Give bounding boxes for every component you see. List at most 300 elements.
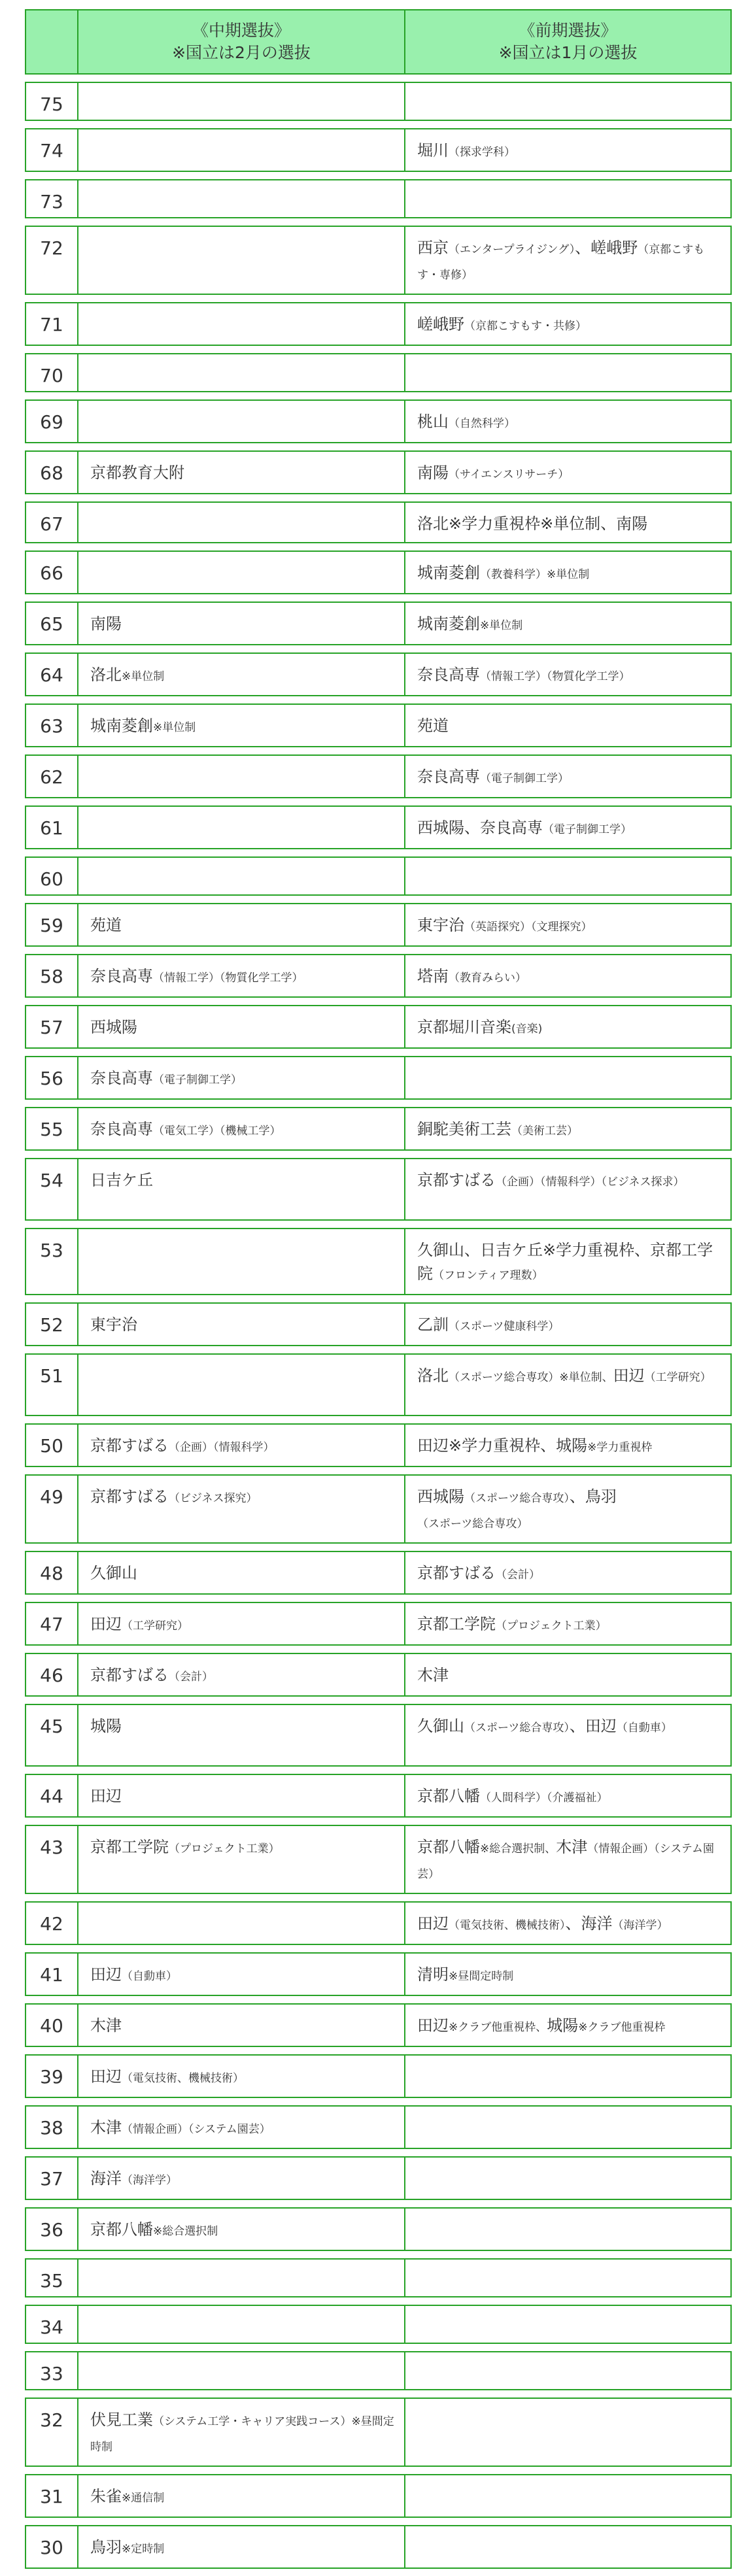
mid-selection-cell [78, 2474, 405, 2518]
table-row [25, 1474, 732, 1544]
deviation-value: 75 [25, 82, 78, 121]
cell-text-part: ※定時制 [122, 2543, 165, 2556]
cell-text-part: 久御山、日吉ケ丘 [417, 1241, 543, 1259]
cell-text-part: 京都すばる [90, 1666, 169, 1684]
mid-selection-cell [78, 2156, 405, 2200]
table-row [25, 1056, 732, 1100]
deviation-value: 48 [25, 1551, 78, 1595]
cell-text-part: ※学力重視枠 [543, 1241, 635, 1259]
deviation-value: 33 [25, 2351, 78, 2390]
cell-text-part: 木津 [556, 1838, 588, 1856]
cell-text-part: 乙訓 [417, 1315, 449, 1334]
cell-text-part: （美術工芸） [511, 1125, 578, 1138]
early-selection-cell [405, 2525, 732, 2569]
early-selection-cell [405, 1302, 732, 1346]
deviation-value: 58 [25, 954, 78, 998]
cell-text-part: 城陽 [90, 1717, 122, 1735]
deviation-value: 66 [25, 551, 78, 594]
table-row [25, 1704, 732, 1767]
deviation-value: 64 [25, 652, 78, 696]
cell-text-part: 京都工学院 [417, 1615, 496, 1633]
table-row [25, 2305, 732, 2344]
cell-text-part: （海洋学） [612, 1919, 668, 1932]
mid-selection-cell [78, 1704, 405, 1767]
cell-text-part: 、田辺 [569, 1717, 617, 1735]
table-row [25, 703, 732, 747]
cell-text-part: ※単位制 [122, 670, 165, 683]
mid-selection-cell [78, 501, 405, 543]
deviation-value: 70 [25, 353, 78, 392]
mid-selection-cell [78, 2258, 405, 2297]
cell-text-part: 鳥羽 [90, 2538, 122, 2556]
mid-selection-cell [78, 302, 405, 346]
cell-text-part: 田辺 [417, 1436, 449, 1455]
cell-text-part: 京都すばる [90, 1487, 169, 1506]
cell-text-part: 京都堀川音楽 [417, 1018, 511, 1036]
cell-text-part: 奈良高専 [417, 666, 480, 684]
cell-text-part: （スポーツ総合専攻）※単位制、 [449, 1371, 613, 1384]
early-selection-cell [405, 302, 732, 346]
table-row [25, 652, 732, 696]
table-row [25, 2258, 732, 2297]
cell-text-part: 京都すばる [90, 1436, 169, 1455]
cell-text-part: ※単位制 [480, 619, 523, 632]
deviation-value: 40 [25, 2003, 78, 2047]
deviation-value: 73 [25, 179, 78, 218]
deviation-value: 53 [25, 1228, 78, 1295]
cell-text-part: 洛北 [417, 1366, 449, 1385]
cell-text-part: 京都八幡 [90, 2220, 153, 2239]
cell-text-part: （京都こすもす・共修） [464, 320, 587, 333]
cell-text-part: （スポーツ健康科学） [449, 1320, 560, 1333]
deviation-value: 49 [25, 1474, 78, 1544]
early-selection-cell [405, 1952, 732, 1996]
cell-text-part: 東宇治 [90, 1315, 137, 1334]
cell-text-part: 、南陽 [600, 515, 648, 533]
cell-text-part: 田辺 [90, 1965, 122, 1984]
cell-text-part: 南陽 [417, 464, 449, 482]
table-row [25, 754, 732, 798]
deviation-value: 37 [25, 2156, 78, 2200]
early-selection-cell [405, 2105, 732, 2149]
cell-text-part: 田辺 [90, 1787, 122, 1805]
early-selection-cell [405, 903, 732, 947]
header-mid-line1: 《中期選抜》 [192, 21, 290, 40]
deviation-value: 74 [25, 128, 78, 172]
cell-text-part: 清明 [417, 1965, 449, 1984]
early-selection-cell [405, 1474, 732, 1544]
early-selection-cell [405, 2398, 732, 2467]
cell-text-part: （企画）（情報科学）（ビジネス探求） [496, 1176, 685, 1189]
table-row [25, 2474, 732, 2518]
early-selection-cell [405, 1056, 732, 1100]
cell-text-part: 、城陽 [540, 1436, 588, 1455]
mid-selection-cell [78, 856, 405, 896]
cell-text-part: （会計） [496, 1568, 540, 1582]
cell-text-part: 京都すばる [417, 1564, 496, 1582]
cell-text-part: （スポーツ総合専攻） [464, 1721, 570, 1735]
cell-text-part: 堀川 [417, 141, 449, 160]
early-selection-cell [405, 1551, 732, 1595]
early-selection-cell [405, 805, 732, 849]
cell-text-part: （工学研究） [644, 1371, 711, 1384]
table-row [25, 501, 732, 543]
mid-selection-cell [78, 2305, 405, 2344]
cell-text-part: 東宇治 [417, 916, 464, 934]
early-selection-cell [405, 179, 732, 218]
deviation-value: 30 [25, 2525, 78, 2569]
mid-selection-cell [78, 1158, 405, 1221]
cell-text-part: 京都八幡 [417, 1838, 480, 1856]
header-corner [25, 9, 78, 75]
mid-selection-cell [78, 1423, 405, 1467]
mid-selection-cell [78, 1952, 405, 1996]
table-row [25, 302, 732, 346]
cell-text-part: 久御山 [90, 1564, 137, 1582]
cell-text-part: 田辺 [417, 1914, 449, 1933]
early-selection-cell [405, 954, 732, 998]
cell-text-part: 嵯峨野 [417, 315, 464, 333]
cell-text-part: （スポーツ総合専攻） [417, 1517, 528, 1531]
cell-text-part: （京都こすもす・専修） [417, 243, 705, 282]
early-selection-cell [405, 856, 732, 896]
cell-text-part: 奈良高専 [417, 768, 480, 786]
score-table [25, 2, 732, 2576]
cell-text-part: （電子制御工学） [480, 772, 569, 785]
early-selection-cell [405, 2474, 732, 2518]
cell-text-part: （自然科学） [449, 417, 515, 430]
deviation-value: 36 [25, 2207, 78, 2251]
cell-text-part: （英語探究）（文理探究） [464, 921, 592, 934]
mid-selection-cell [78, 1107, 405, 1151]
cell-text-part: （会計） [169, 1670, 213, 1684]
table-row [25, 2351, 732, 2390]
header-mid [78, 9, 405, 75]
cell-text-part: 朱雀 [90, 2487, 122, 2505]
early-selection-cell [405, 2207, 732, 2251]
early-selection-cell [405, 1774, 732, 1818]
cell-text-part: 城南菱創 [417, 615, 480, 633]
cell-text-part: 久御山 [417, 1717, 464, 1735]
header-early-line2: ※国立は1月の選抜 [498, 43, 638, 62]
cell-text-part: （教育みらい） [449, 972, 526, 985]
table-row [25, 1774, 732, 1818]
mid-selection-cell [78, 2003, 405, 2047]
cell-text-part: （情報企画）（システム園芸） [122, 2123, 271, 2136]
cell-text-part: ※学力重視枠※単位制 [449, 515, 601, 533]
table-row [25, 1952, 732, 1996]
cell-text-part: ※総合選択制 [153, 2225, 218, 2238]
deviation-value: 69 [25, 399, 78, 443]
cell-text-part: 城南菱創 [90, 717, 153, 735]
table-row [25, 2398, 732, 2467]
cell-text-part: （エンタープライジング） [449, 243, 575, 256]
cell-text-part: ※学力重視枠 [449, 1436, 541, 1455]
cell-text-part: 西城陽 [90, 1018, 137, 1036]
early-selection-cell [405, 1704, 732, 1767]
cell-text-part: ※総合選択制、 [480, 1842, 556, 1856]
cell-text-part: （情報工学）（物質化学工学） [153, 972, 303, 985]
cell-text-part: 洛北 [417, 515, 449, 533]
table-row [25, 602, 732, 645]
cell-text-part: 木津 [90, 2118, 122, 2137]
early-selection-cell [405, 226, 732, 295]
early-selection-cell [405, 1653, 732, 1697]
deviation-value: 44 [25, 1774, 78, 1818]
cell-text-part: 京都工学院 [90, 1838, 169, 1856]
deviation-value: 42 [25, 1901, 78, 1945]
table-row [25, 2525, 732, 2569]
header-early [405, 9, 732, 75]
deviation-value: 62 [25, 754, 78, 798]
cell-text-part: 洛北 [90, 666, 122, 684]
cell-text-part: 桃山 [417, 413, 449, 431]
cell-text-part: ※通信制 [122, 2492, 165, 2505]
early-selection-cell [405, 551, 732, 594]
cell-text-part: 木津 [90, 2016, 122, 2035]
early-selection-cell [405, 703, 732, 747]
header-early-line1: 《前期選抜》 [519, 21, 617, 40]
table-row [25, 805, 732, 849]
cell-text-part: 京都教育大附 [90, 464, 184, 482]
cell-text-part: (音楽) [511, 1023, 543, 1036]
mid-selection-cell [78, 703, 405, 747]
deviation-value: 35 [25, 2258, 78, 2297]
cell-text-part: 、海洋 [565, 1914, 613, 1933]
deviation-value: 55 [25, 1107, 78, 1151]
table-row [25, 1423, 732, 1467]
table-row [25, 2054, 732, 2098]
early-selection-cell [405, 652, 732, 696]
table-row [25, 2156, 732, 2200]
deviation-value: 51 [25, 1353, 78, 1416]
mid-selection-cell [78, 1602, 405, 1646]
table-row [25, 856, 732, 896]
mid-selection-cell [78, 954, 405, 998]
cell-text-part: （プロジェクト工業） [169, 1842, 280, 1856]
cell-text-part: （自動車） [122, 1970, 177, 1983]
mid-selection-cell [78, 754, 405, 798]
early-selection-cell [405, 754, 732, 798]
mid-selection-cell [78, 1825, 405, 1894]
deviation-value: 71 [25, 302, 78, 346]
early-selection-cell [405, 2003, 732, 2047]
early-selection-cell [405, 1107, 732, 1151]
table-row [25, 551, 732, 594]
header-mid-line2: ※国立は2月の選抜 [172, 43, 311, 62]
cell-text-part: （サイエンスリサーチ） [449, 468, 570, 481]
table-row [25, 2003, 732, 2047]
early-selection-cell [405, 1158, 732, 1221]
table-row [25, 450, 732, 494]
early-selection-cell [405, 82, 732, 121]
deviation-value: 61 [25, 805, 78, 849]
cell-text-part: （企画）（情報科学） [169, 1441, 275, 1454]
table-row [25, 1005, 732, 1049]
cell-text-part: 城南菱創 [417, 564, 480, 582]
deviation-value: 65 [25, 602, 78, 645]
mid-selection-cell [78, 353, 405, 392]
table-row [25, 1353, 732, 1416]
cell-text-part: 海洋 [90, 2169, 122, 2188]
cell-text-part: （電子制御工学） [543, 823, 632, 836]
deviation-value: 57 [25, 1005, 78, 1049]
mid-selection-cell [78, 82, 405, 121]
table-row [25, 903, 732, 947]
mid-selection-cell [78, 226, 405, 295]
early-selection-cell [405, 2258, 732, 2297]
cell-text-part: （電気技術、機械技術） [449, 1919, 566, 1932]
table-row [25, 128, 732, 172]
table-row [25, 82, 732, 121]
cell-text-part: （海洋学） [122, 2174, 177, 2187]
early-selection-cell [405, 1228, 732, 1295]
early-selection-cell [405, 128, 732, 172]
deviation-value: 41 [25, 1952, 78, 1996]
cell-text-part: （プロジェクト工業） [496, 1619, 607, 1633]
mid-selection-cell [78, 1005, 405, 1049]
early-selection-cell [405, 2054, 732, 2098]
cell-text-part: 苑道 [417, 717, 449, 735]
cell-text-part: （電気技術、機械技術） [122, 2072, 244, 2085]
cell-text-part: （教養科学）※単位制 [480, 568, 590, 581]
early-selection-cell [405, 2351, 732, 2390]
cell-text-part: （自動車） [616, 1721, 672, 1735]
mid-selection-cell [78, 450, 405, 494]
cell-text-part: ※単位制 [153, 721, 196, 734]
cell-text-part: 銅駝美術工芸 [417, 1120, 511, 1138]
mid-selection-cell [78, 2207, 405, 2251]
cell-text-part: （電子制御工学） [153, 1074, 242, 1087]
cell-text-part: （人間科学）（介護福祉） [480, 1791, 608, 1805]
mid-selection-cell [78, 602, 405, 645]
cell-text-part: （情報工学）（物質化学工学） [480, 670, 630, 683]
mid-selection-cell [78, 2525, 405, 2569]
cell-text-part: 苑道 [90, 916, 122, 934]
table-row [25, 1825, 732, 1894]
deviation-value: 31 [25, 2474, 78, 2518]
deviation-value: 38 [25, 2105, 78, 2149]
deviation-value: 46 [25, 1653, 78, 1697]
early-selection-cell [405, 1602, 732, 1646]
early-selection-cell [405, 501, 732, 543]
cell-text-part: （情報企画）（システム園芸） [417, 1842, 715, 1881]
cell-text-part: 田辺 [90, 2067, 122, 2086]
cell-text-part: 西城陽 [417, 1487, 464, 1506]
mid-selection-cell [78, 551, 405, 594]
cell-text-part: 西京 [417, 239, 449, 257]
cell-text-part: 京都すばる [417, 1171, 496, 1189]
mid-selection-cell [78, 903, 405, 947]
cell-text-part: ※クラブ他重視枠、 [449, 2021, 547, 2034]
early-selection-cell [405, 1901, 732, 1945]
mid-selection-cell [78, 179, 405, 218]
mid-selection-cell [78, 1056, 405, 1100]
mid-selection-cell [78, 652, 405, 696]
deviation-value: 67 [25, 501, 78, 543]
deviation-value: 39 [25, 2054, 78, 2098]
deviation-value: 47 [25, 1602, 78, 1646]
cell-text-part: ※クラブ他重視枠 [578, 2021, 666, 2034]
cell-text-part: 木津 [417, 1666, 449, 1684]
cell-text-part: （工学研究） [122, 1619, 188, 1633]
cell-text-part: 奈良高専 [90, 967, 153, 985]
cell-text-part: ※学力重視枠 [587, 1441, 653, 1454]
cell-text-part: 南陽 [90, 615, 122, 633]
cell-text-part: 田辺 [613, 1366, 645, 1385]
early-selection-cell [405, 2156, 732, 2200]
table-row [25, 2207, 732, 2251]
early-selection-cell [405, 450, 732, 494]
cell-text-part: （電気工学）（機械工学） [153, 1125, 281, 1138]
deviation-value: 34 [25, 2305, 78, 2344]
deviation-value: 50 [25, 1423, 78, 1467]
mid-selection-cell [78, 1774, 405, 1818]
table-row [25, 1602, 732, 1646]
table-row [25, 1551, 732, 1595]
early-selection-cell [405, 1825, 732, 1894]
mid-selection-cell [78, 1353, 405, 1416]
early-selection-cell [405, 1353, 732, 1416]
table-row [25, 1302, 732, 1346]
cell-text-part: 塔南 [417, 967, 449, 985]
mid-selection-cell [78, 2398, 405, 2467]
mid-selection-cell [78, 2105, 405, 2149]
mid-selection-cell [78, 128, 405, 172]
deviation-value: 72 [25, 226, 78, 295]
mid-selection-cell [78, 1551, 405, 1595]
cell-text-part: 京都八幡 [417, 1787, 480, 1805]
mid-selection-cell [78, 2054, 405, 2098]
cell-text-part: 城陽 [547, 2016, 579, 2035]
table-row [25, 1653, 732, 1697]
table-row [25, 399, 732, 443]
deviation-value: 45 [25, 1704, 78, 1767]
cell-text-part: 伏見工業 [90, 2411, 153, 2429]
mid-selection-cell [78, 2351, 405, 2390]
table-row [25, 1228, 732, 1295]
early-selection-cell [405, 1005, 732, 1049]
deviation-value: 54 [25, 1158, 78, 1221]
mid-selection-cell [78, 1474, 405, 1544]
cell-text-part: 奈良高専 [90, 1120, 153, 1138]
mid-selection-cell [78, 805, 405, 849]
deviation-value: 59 [25, 903, 78, 947]
table-row [25, 2105, 732, 2149]
mid-selection-cell [78, 1302, 405, 1346]
early-selection-cell [405, 1423, 732, 1467]
cell-text-part: （ビジネス探究） [169, 1492, 258, 1505]
table-row [25, 353, 732, 392]
early-selection-cell [405, 2305, 732, 2344]
table-row [25, 179, 732, 218]
mid-selection-cell [78, 1653, 405, 1697]
cell-text-part: 奈良高専 [90, 1069, 153, 1087]
deviation-value: 43 [25, 1825, 78, 1894]
table-row [25, 1107, 732, 1151]
table-row [25, 1901, 732, 1945]
cell-text-part: （システム工学・キャリア実践コース）※昼間定時制 [90, 2415, 394, 2454]
early-selection-cell [405, 399, 732, 443]
cell-text-part: 、京都工学院 [417, 1241, 713, 1283]
mid-selection-cell [78, 1901, 405, 1945]
cell-text-part: （スポーツ総合専攻） [464, 1492, 570, 1505]
table-row [25, 1158, 732, 1221]
deviation-value: 60 [25, 856, 78, 896]
cell-text-part: （フロンティア理数） [433, 1269, 543, 1282]
header-row [25, 9, 732, 75]
cell-text-part: 田辺 [417, 2016, 449, 2035]
